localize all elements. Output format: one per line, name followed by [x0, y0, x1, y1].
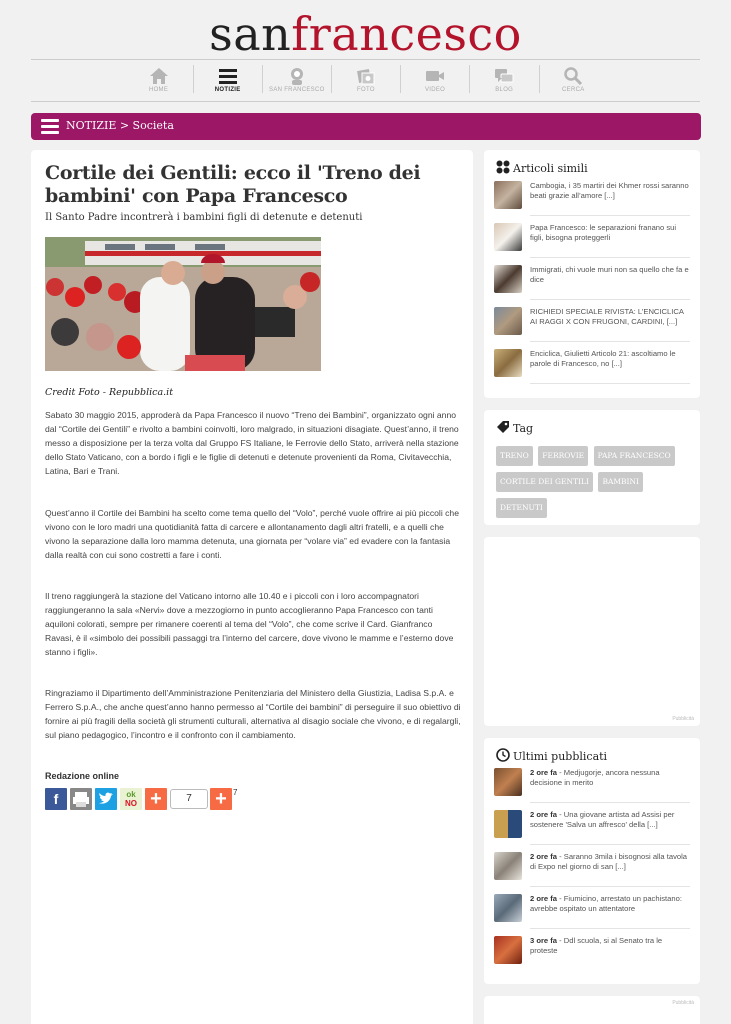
related-thumbnail — [494, 307, 522, 335]
clock-icon — [496, 748, 510, 762]
related-item[interactable] — [494, 223, 690, 265]
latest-thumbnail — [494, 936, 522, 964]
latest-thumbnail — [494, 894, 522, 922]
logo-part-francesco: francesco — [291, 7, 522, 61]
article-title: Cortile dei Gentili: ecco il 'Treno dei bambini' con Papa Francesco — [45, 162, 421, 207]
latest-item-time: 2 ore fa — [530, 810, 558, 819]
ad-slot-2[interactable] — [484, 996, 700, 1024]
divider — [530, 383, 690, 384]
saint-icon — [287, 67, 307, 85]
nav-divider-bottom — [31, 101, 700, 102]
tag-icon — [496, 420, 510, 434]
camera-icon — [356, 67, 376, 85]
related-item[interactable] — [494, 307, 690, 349]
latest-item-text[interactable] — [530, 894, 690, 914]
nav-san-francesco-label: SAN FRANCESCO — [269, 87, 325, 93]
twitter-icon — [95, 788, 117, 810]
tag[interactable]: FERROVIE — [538, 446, 588, 466]
plus-icon: + — [215, 788, 227, 810]
breadcrumb-bar — [31, 113, 701, 140]
share-count: 7 — [170, 789, 208, 809]
search-icon — [563, 67, 583, 85]
nav-separator — [331, 65, 332, 93]
nav-separator — [262, 65, 263, 93]
hamburger-icon[interactable] — [41, 119, 59, 134]
latest-card — [484, 738, 700, 984]
latest-item-time: 3 ore fa — [530, 936, 558, 945]
logo-part-san: san — [209, 7, 292, 61]
nav-cerca-label: CERCA — [562, 87, 585, 93]
latest-item[interactable] — [494, 852, 690, 894]
home-icon — [149, 67, 169, 85]
related-item-title[interactable]: Cambogia, i 35 martiri dei Khmer rossi saranno beati grazie all’amore [...] — [530, 181, 689, 200]
video-icon — [425, 67, 445, 85]
divider — [530, 886, 690, 887]
related-item-title[interactable]: Enciclica, Giulietti Articolo 21: ascoltiamo le parole di Francesco, no [...] — [530, 349, 676, 368]
tags-heading — [496, 420, 533, 435]
related-thumbnail — [494, 181, 522, 209]
latest-item-title: - Fiumicino, arrestato un pachistano: avrebbe ospitato un attentatore — [530, 894, 682, 913]
related-articles-card — [484, 150, 700, 398]
ad-label: Pubblicità — [672, 1000, 694, 1006]
divider — [530, 215, 690, 216]
plus-icon: + — [150, 788, 162, 810]
latest-item[interactable] — [494, 810, 690, 852]
tag[interactable]: PAPA FRANCESCO — [594, 446, 675, 466]
menu-icon — [218, 67, 238, 85]
nav-video[interactable] — [401, 63, 470, 99]
tags-card — [484, 410, 700, 525]
ad-label: Pubblicità — [672, 716, 694, 722]
divider — [530, 928, 690, 929]
latest-item-time: 2 ore fa — [530, 894, 558, 903]
article-author: Redazione online — [45, 771, 120, 781]
related-item[interactable] — [494, 265, 690, 307]
main-nav — [124, 63, 608, 99]
divider — [530, 341, 690, 342]
latest-item-title: - Medjugorje, ancora nessuna decisione in merito — [530, 768, 660, 787]
breadcrumb[interactable]: NOTIZIE > Societa — [66, 119, 174, 132]
latest-thumbnail — [494, 768, 522, 796]
photo-credit: Credit Foto - Repubblica.it — [45, 387, 174, 398]
nav-foto-label: FOTO — [357, 87, 375, 93]
related-heading-text: Articoli simili — [513, 162, 588, 175]
nav-notizie[interactable] — [193, 63, 262, 99]
latest-thumbnail — [494, 810, 522, 838]
nav-san-francesco[interactable] — [262, 63, 331, 99]
nav-home-label: HOME — [148, 87, 169, 93]
nav-cerca[interactable] — [539, 63, 608, 99]
latest-item-time: 2 ore fa — [530, 852, 558, 861]
oknotizie-share-button[interactable] — [120, 788, 142, 810]
related-thumbnail — [494, 223, 522, 251]
nav-video-label: VIDEO — [424, 87, 446, 93]
related-item-title[interactable]: RICHIEDI SPECIALE RIVISTA: L’ENCICLICA AI RAGGI X CON FRUGONI, CARDINI, [...] — [530, 307, 684, 326]
tags-heading-text: Tag — [513, 422, 534, 435]
latest-item-text[interactable] — [530, 768, 690, 788]
addthis-share-button[interactable] — [145, 788, 167, 810]
divider — [530, 299, 690, 300]
article-photo — [45, 237, 321, 371]
related-heading — [496, 160, 588, 175]
tag-list — [496, 445, 692, 523]
site-logo[interactable] — [0, 8, 731, 60]
latest-item-text[interactable] — [530, 852, 690, 872]
latest-item-text[interactable] — [530, 936, 690, 956]
article-paragraph: Quest’anno il Cortile dei Bambini ha scelto come tema quello del “Volo”, perché vuole offrire ai più piccoli che vivono con le loro madri una quotidianità fatta di carcere e allontanamento dagli altri fratelli, e a quelli che vivono la separazione dalla loro mamma detenuta, una giornata per “volare via” ed evadere con la fantasia dalla realtà con cui sono costretti a fare i conti. — [45, 508, 459, 560]
latest-heading — [496, 748, 607, 763]
latest-item[interactable] — [494, 894, 690, 936]
related-thumbnail — [494, 349, 522, 377]
article-paragraph: Ringraziamo il Dipartimento dell’Amministrazione Penitenziaria del Ministero della Giustizia, Ladisa S.p.A. e Ferrero S.p.A., che anche quest’anno hanno permesso al “Cortile dei bambini” di perseguire il suo obiettivo di fornire ai più fragili della società gli strumenti culturali, alternativa al disagio sociale che vivono, e di regalargli, sul piano pedagogico, l’incontro e il confronto con il cambiamento. — [45, 688, 461, 740]
article-paragraph: Sabato 30 maggio 2015, approderà da Papa Francesco il nuovo “Treno dei Bambini”, organizzato ogni anno dal “Cortile dei Gentili” e rivolto a bambini coinvolti, loro malgrado, in situazioni disagiate. Quest’anno, il treno messo a disposizione per la terza volta dal Gruppo FS Italiane, le Ferrovie dello Stato, arriverà nella stazione dello Stato Vaticano, con a bordo i figli e le figlie di detenuti e detenute provenienti da Roma, Civitavecchia, Latina, Bari e Trani. — [45, 410, 459, 476]
related-item[interactable] — [494, 181, 690, 223]
chat-icon — [494, 67, 514, 85]
nav-foto[interactable] — [331, 63, 400, 99]
latest-item-time: 2 ore fa — [530, 768, 558, 777]
related-thumbnail — [494, 265, 522, 293]
share-bar — [45, 788, 237, 812]
nav-notizie-label: NOTIZIE — [214, 87, 241, 93]
nav-separator — [539, 65, 540, 93]
related-item-title[interactable]: Papa Francesco: le separazioni franano sui figli, bisogna proteggerli — [530, 223, 677, 242]
article-subtitle: Il Santo Padre incontrerà i bambini figli di detenute e detenuti — [45, 212, 363, 223]
latest-item-title: - Ddl scuola, si al Senato tra le proteste — [530, 936, 663, 955]
share-count-total: 7 — [233, 788, 238, 797]
facebook-share-button[interactable] — [45, 788, 67, 810]
latest-item-title: - Una giovane artista ad Assisi per sostenere 'Salva un affresco' della [...] — [530, 810, 675, 829]
nav-divider-top — [31, 59, 700, 60]
tag[interactable]: CORTILE DEI GENTILI — [496, 472, 593, 492]
tag[interactable]: BAMBINI — [598, 472, 643, 492]
divider — [530, 802, 690, 803]
nav-separator — [469, 65, 470, 93]
latest-item[interactable] — [494, 768, 690, 810]
tag[interactable]: TRENO — [496, 446, 533, 466]
facebook-icon: f — [53, 791, 59, 807]
nav-blog-label: BLOG — [495, 87, 514, 93]
nav-separator — [400, 65, 401, 93]
nav-blog[interactable] — [470, 63, 539, 99]
oknotizie-icon: ok NO — [125, 790, 137, 808]
grid-icon — [496, 160, 510, 174]
ad-slot[interactable] — [484, 537, 700, 726]
nav-home[interactable] — [124, 63, 193, 99]
tag[interactable]: DETENUTI — [496, 498, 547, 518]
related-item-title[interactable]: Immigrati, chi vuole muri non sa quello che fa e dice — [530, 265, 689, 284]
latest-item-text[interactable] — [530, 810, 690, 830]
latest-item[interactable] — [494, 936, 690, 978]
nav-separator — [193, 65, 194, 93]
divider — [530, 257, 690, 258]
divider — [530, 844, 690, 845]
addthis-more-button[interactable] — [210, 788, 232, 810]
latest-heading-text: Ultimi pubblicati — [513, 750, 608, 763]
related-item[interactable] — [494, 349, 690, 391]
latest-thumbnail — [494, 852, 522, 880]
twitter-share-button[interactable] — [95, 788, 117, 810]
article-paragraph: Il treno raggiungerà la stazione del Vaticano intorno alle 10.40 e i piccoli con i loro accompagnatori raggiungeranno la sala «Nervi» dove a mezzogiorno in punto accoglieranno Papa Francesco con tanti aquiloni colorati, sempre per rimanere coerenti al tema del “Volo”, che come scrive il Card. Gianfranco Ravasi, è il «simbolo dei possibili passaggi tra l’interno del carcere, dove vivono le mamme e l’esterno dove stanno i figli». — [45, 591, 454, 657]
latest-item-title: - Saranno 3mila i bisognosi alla tavola di Expo nel giorno di san [...] — [530, 852, 688, 871]
print-button[interactable] — [70, 788, 92, 810]
printer-icon — [70, 788, 92, 810]
article-card — [31, 150, 473, 1024]
